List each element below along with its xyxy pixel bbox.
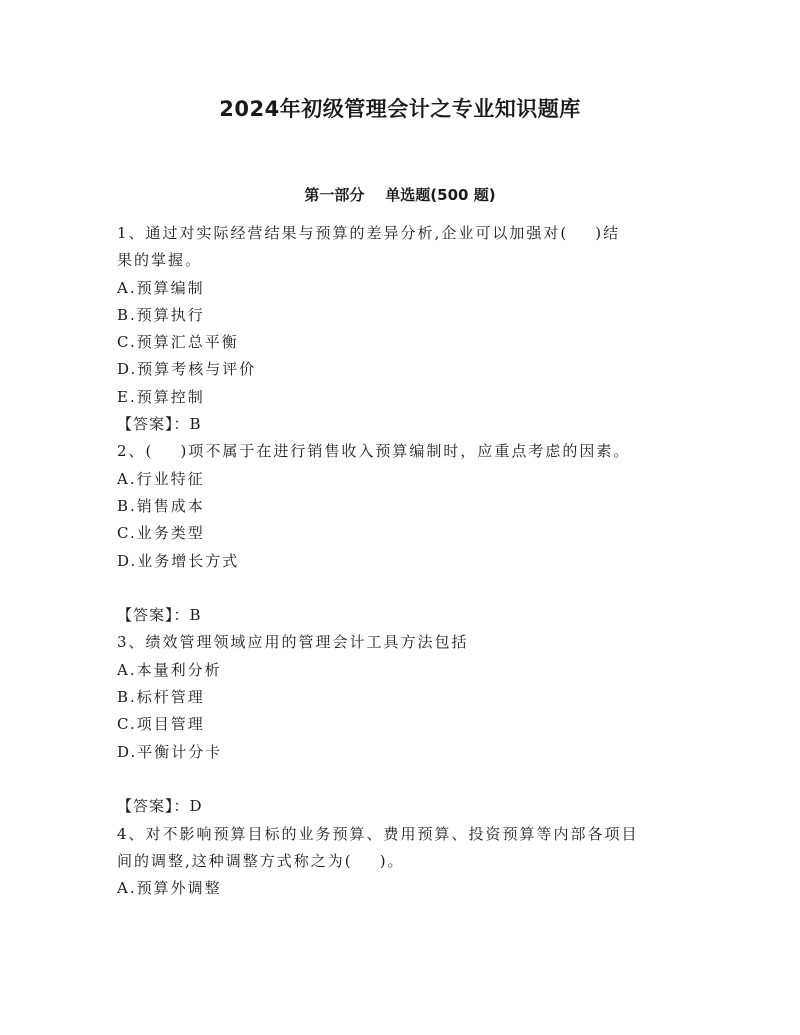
option-a: A.预算外调整: [117, 879, 222, 898]
question-stem-line: 4、对不影响预算目标的业务预算、费用预算、投资预算等内部各项目: [117, 824, 639, 843]
question-list: [117, 220, 687, 902]
option-d: D.预算考核与评价: [117, 360, 257, 379]
question-stem-line: 间的调整,这种调整方式称之为( )。: [117, 851, 405, 870]
document-title: 2024年初级管理会计之专业知识题库: [219, 97, 581, 121]
question-stem-line: 1、通过对实际经营结果与预算的差异分析,企业可以加强对( )结: [117, 224, 621, 242]
question-2: [117, 438, 687, 629]
option-b: B.标杆管理: [117, 688, 205, 707]
option-c: C.项目管理: [117, 715, 205, 734]
answer-label: 【答案】：B: [117, 415, 202, 434]
option-a: A.预算编制: [117, 278, 205, 297]
option-b: B.销售成本: [117, 496, 205, 515]
option-b: B.预算执行: [117, 305, 205, 324]
option-e: E.预算控制: [117, 387, 205, 406]
option-c: C.业务类型: [117, 524, 205, 543]
option-a: A.本量利分析: [117, 660, 222, 679]
option-d: D.平衡计分卡: [117, 742, 223, 761]
answer-label: 【答案】：D: [117, 797, 203, 816]
answer-label: 【答案】：B: [117, 606, 202, 625]
question-stem-line: 3、绩效管理领域应用的管理会计工具方法包括: [117, 633, 469, 652]
spacer: [117, 766, 687, 793]
question-stem-line: 果的掌握。: [117, 251, 203, 270]
option-a: A.行业特征: [117, 469, 205, 488]
question-1: [117, 220, 687, 438]
spacer: [117, 575, 687, 602]
question-3: [117, 629, 687, 820]
question-4: [117, 821, 687, 903]
option-d: D.业务增长方式: [117, 551, 240, 570]
section-title: 第一部分 单选题(500 题): [304, 186, 496, 204]
question-stem-line: 2、( )项不属于在进行销售收入预算编制时，应重点考虑的因素。: [117, 442, 631, 461]
option-c: C.预算汇总平衡: [117, 333, 239, 352]
